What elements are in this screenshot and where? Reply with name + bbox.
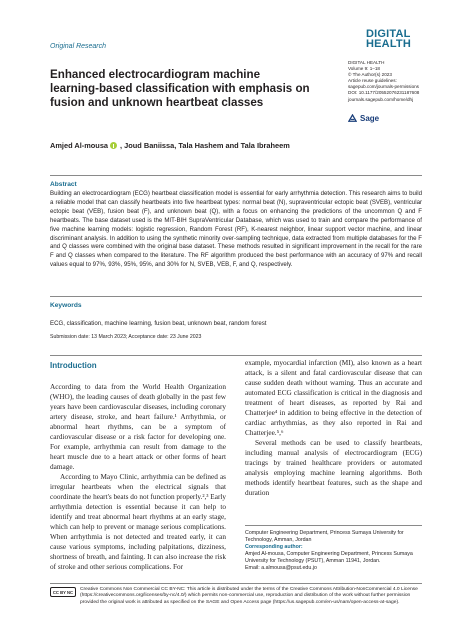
journal-meta [348, 60, 438, 103]
author-list [50, 141, 350, 150]
meta-line[interactable]: journals.sagepub.com/home/dhj [348, 96, 414, 102]
author-first: Amjed Al-mousa [50, 141, 109, 150]
journal-brand-line1: DIGITAL [366, 28, 411, 40]
meta-line: Article reuse guidelines: [348, 78, 397, 84]
abstract-heading: Abstract [50, 181, 77, 188]
affiliation: Computer Engineering Department, Princess Sumaya University for Technology, Amman, Jordan [245, 530, 404, 543]
license-text: Creative Commons Non Commercial CC BY-NC: This article is distributed under the terms of the Creative Commons Attribution-NonCommercial 4.0 License (https://creativecommons.org/licenses/by-nc/4.0/) which permits non-commercial use, reproduction and distribution of the work without further permission provided the original work is attributed as specified on the SAGE and Open Access page (https://us.sagepub.com/en-us/nam/open-access-at-sage). [80, 587, 418, 605]
cc-badge-label: CC BY NC [52, 589, 74, 595]
divider [50, 355, 422, 356]
corresponding-heading: Corresponding author: [245, 544, 303, 550]
meta-line: © The Author(s) 2023 [348, 72, 392, 78]
sage-mark-icon [348, 114, 357, 123]
meta-line: DIGITAL HEALTH [348, 60, 385, 65]
publisher-name: Sage [360, 114, 380, 123]
journal-brand-line2: HEALTH [366, 38, 411, 50]
paragraph: example, myocardial infarction (MI), also known as a heart attack, is a silent and fatal cardiovascular disease that can cause sudden death without warning. Thus an accurate and automated ECG classification is critical in the diagnosis and treatment of heart diseases, as reported by Rai and Chatterjee⁴ in addition to being effective in the detection of cardiac arrhythmias, as they also reported in Rai and Chatterjee.⁵,⁶ [245, 359, 422, 437]
license-block [50, 587, 422, 606]
license-divider [50, 583, 422, 584]
footnote-divider [245, 525, 422, 526]
divider [50, 296, 422, 297]
article-title: Enhanced electrocardiogram machine learning-based classification with emphasis on fusion and unknown heartbeat classes [50, 68, 310, 109]
journal-brand [366, 29, 426, 49]
affiliation-block [245, 530, 422, 572]
intro-heading: Introduction [50, 361, 97, 370]
corresponding-author: Amjed Al-mousa, Computer Engineering Department, Princess Sumaya University for Technology (PSUT), Amman 11941, Jordan. [245, 551, 413, 564]
keywords-heading: Keywords [50, 302, 82, 309]
publisher-logo [348, 114, 379, 123]
paragraph: Several methods can be used to classify heartbeats, including manual analysis of electrocardiogram (ECG) tracings by trained healthcare providers or automated analysis employing machine learning algorithms. Both methods identify heartbeat features, such as the shape and duration [245, 439, 422, 497]
abstract-text: Building an electrocardiogram (ECG) heartbeat classification model is essential for early arrhythmia detection. This research aims to build a reliable model that can classify heartbeats into five heartbeat types: normal beat (N), supraventricular ectopic beat (SVEB), ventricular ectopic beat (VEB), fusion beat (F), and unknown beat (Q), with a focus on enhancing the predictions of the uncommon Q and F heartbeats. The base dataset used is the MIT-BIH SupraVentricular Database, which was used to train and compare the performance of five machine learning models: logistic regression, Random Forest (RF), K-nearest neighbor, linear support vector machine, and linear discriminant analysis. In addition to using the synthetic minority over-sampling technique, data extracted from multiple databases for the F and Q classes were combined with the original base dataset. These methods resulted in significant improvement in the recall for the rare F and Q classes when compared to the literature. The RF algorithm produced the best performance with an accuracy of 97% and recall values equal to 97%, 93%, 95%, 95%, and 30% for N, SVEB, VEB, F, and Q, respectively. [50, 190, 422, 269]
orcid-icon[interactable] [110, 142, 117, 149]
meta-line: Volume 9: 1–18 [348, 66, 380, 72]
meta-line[interactable]: DOI: 10.1177/20552076231187608 [348, 90, 420, 96]
meta-line[interactable]: sagepub.com/journals-permissions [348, 84, 419, 90]
paragraph: According to data from the World Health Organization (WHO), the leading causes of death globally in the past few years have been cardiovascular diseases, including coronary artery disease, stroke, and heart failure.¹ Arrhythmia, or abnormal heart rhythms, can be a symptom of cardiovascular disease or a risk factor for developing one. For example, arrhythmia can result from damage to the heart muscle due to a heart attack or other forms of heart damage. [50, 383, 226, 471]
submission-dates: Submission date: 13 March 2023; Acceptance date: 23 June 2023 [50, 334, 202, 340]
body-column-left [50, 382, 226, 572]
article-type-label: Original Research [50, 43, 107, 50]
cc-license-icon[interactable] [50, 587, 76, 597]
authors-rest: , Joud Baniissa, Tala Hashem and Tala Ibraheem [120, 141, 290, 150]
paragraph: According to Mayo Clinic, arrhythmia can be defined as irregular heartbeats when the electrical signals that coordinate the heart's beats do not function properly.²,³ Early arrhythmia detection is essential because it can help to identify and treat abnormal heart rhythms at an early stage, which can help to prevent or manage serious complications. When arrhythmia is not detected and treated early, it can cause various symptoms, including palpitations, dizziness, shortness of breath, and fainting. It can also increase the risk of stroke and other serious complications. For [50, 473, 226, 571]
keywords-text: ECG, classification, machine learning, fusion beat, unknown beat, random forest [50, 320, 267, 327]
divider [50, 175, 422, 176]
body-column-right [245, 358, 422, 498]
corresponding-email[interactable]: Email: a.almousa@psut.edu.jo [245, 565, 317, 571]
